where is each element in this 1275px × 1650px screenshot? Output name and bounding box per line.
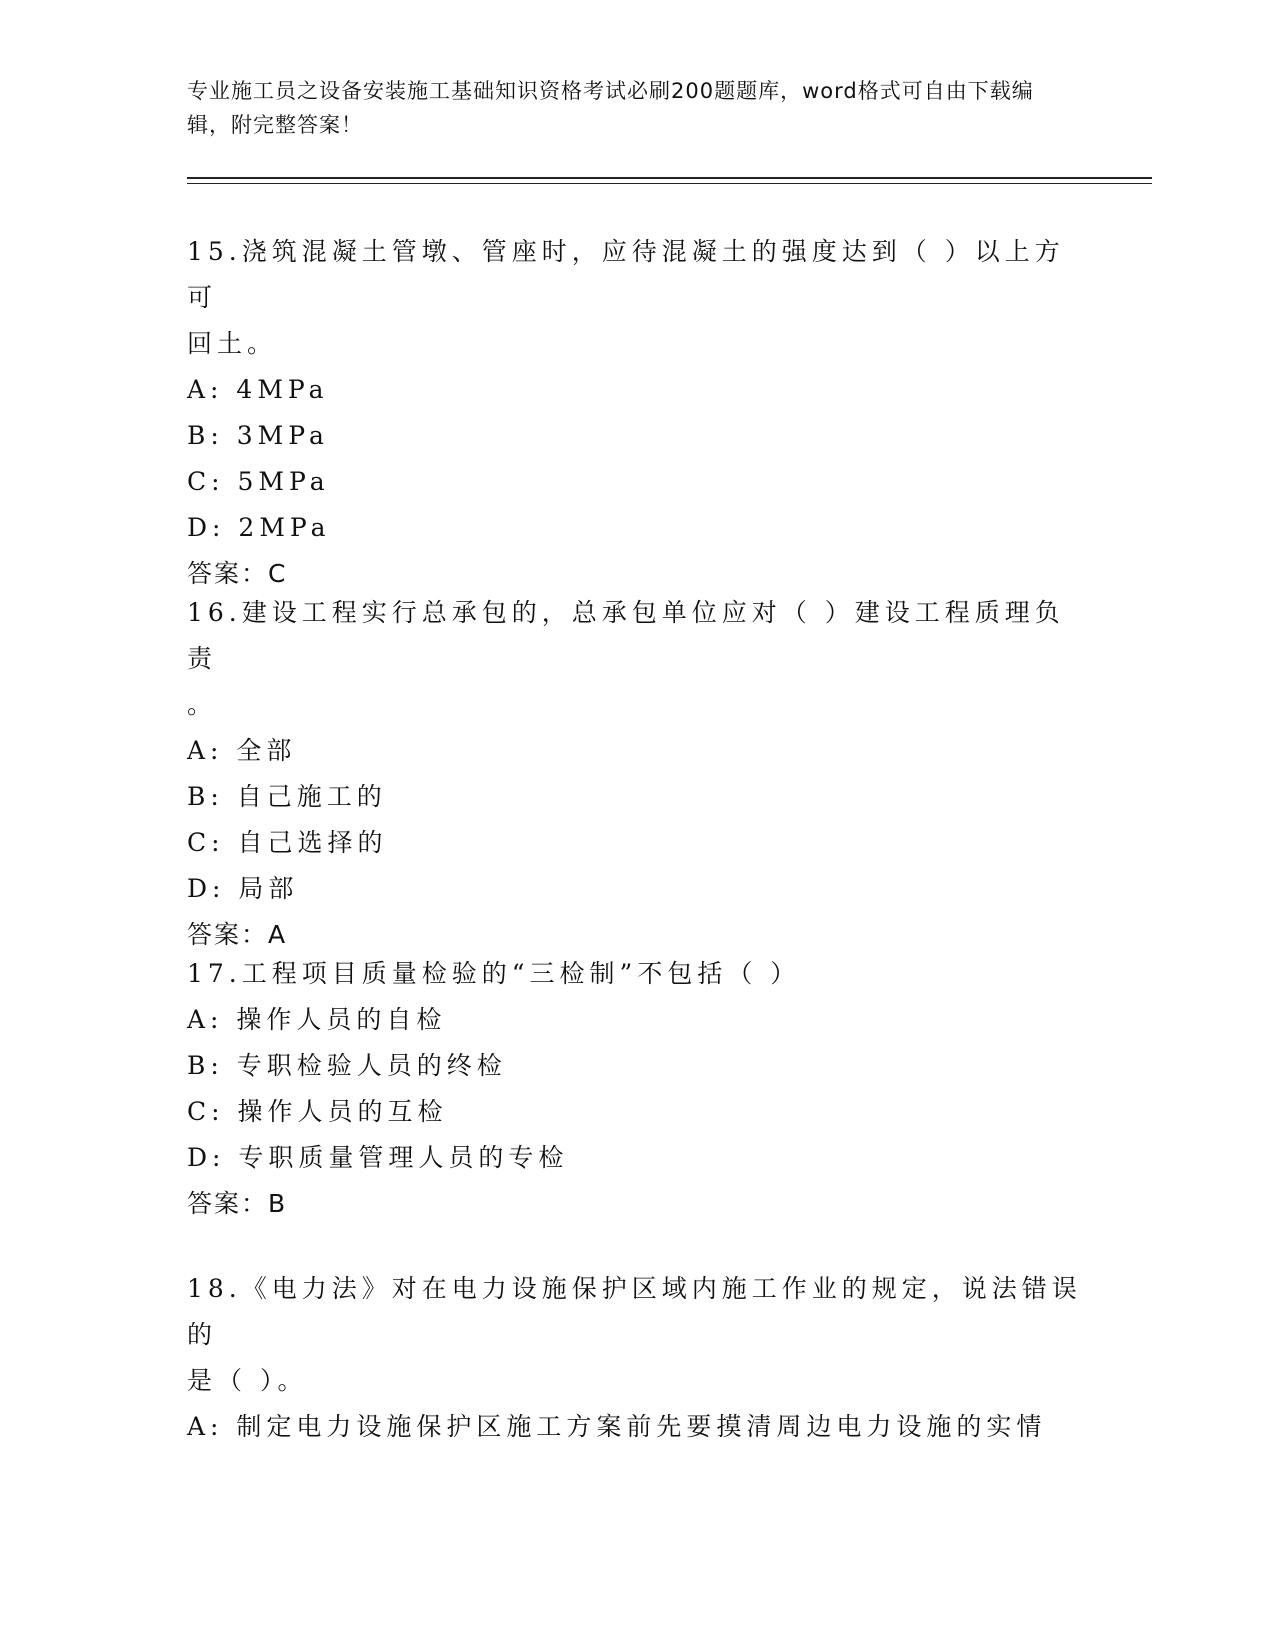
- header-divider: [187, 177, 1152, 179]
- header-divider-thin: [187, 183, 1152, 184]
- option-d: D: 专职质量管理人员的专检: [187, 1143, 569, 1172]
- option-a: A: 全部: [187, 736, 297, 765]
- option-c: C: 操作人员的互检: [187, 1097, 448, 1126]
- option-d: D: 局部: [187, 874, 299, 903]
- document-header: [187, 74, 1077, 142]
- question-16: [187, 590, 1087, 958]
- question-stem: 16.建设工程实行总承包的，总承包单位应对（ ）建设工程质理负责: [187, 598, 1065, 673]
- question-stem: 15.浇筑混凝土管墩、管座时，应待混凝土的强度达到（ ）以上方可: [187, 237, 1065, 312]
- answer: 答案：C: [187, 559, 288, 588]
- option-b: B: 3MPa: [187, 421, 329, 450]
- question-stem-continued: 回土。: [187, 329, 278, 358]
- option-b: B: 专职检验人员的终检: [187, 1051, 507, 1080]
- question-stem-continued: 。: [187, 690, 218, 719]
- question-stem: 18.《电力法》对在电力设施保护区域内施工作业的规定，说法错误的: [187, 1274, 1082, 1349]
- option-a: A: 操作人员的自检: [187, 1005, 447, 1034]
- option-a: A: 制定电力设施保护区施工方案前先要摸清周边电力设施的实情: [187, 1412, 1047, 1441]
- option-b: B: 自己施工的: [187, 782, 387, 811]
- option-d: D: 2MPa: [187, 513, 331, 542]
- question-15: [187, 229, 1087, 597]
- question-stem-continued: 是（ ）。: [187, 1366, 308, 1395]
- header-title: 专业施工员之设备安装施工基础知识资格考试必刷200题题库，word格式可自由下载编辑，附完整答案！: [187, 79, 1034, 137]
- option-c: C: 自己选择的: [187, 828, 388, 857]
- question-stem: 17.工程项目质量检验的“三检制”不包括（ ）: [187, 959, 801, 988]
- option-c: C: 5MPa: [187, 467, 330, 496]
- option-a: A: 4MPa: [187, 375, 329, 404]
- answer: 答案：A: [187, 920, 288, 949]
- question-17: [187, 951, 1087, 1227]
- question-18: [187, 1266, 1087, 1450]
- answer: 答案：B: [187, 1189, 288, 1218]
